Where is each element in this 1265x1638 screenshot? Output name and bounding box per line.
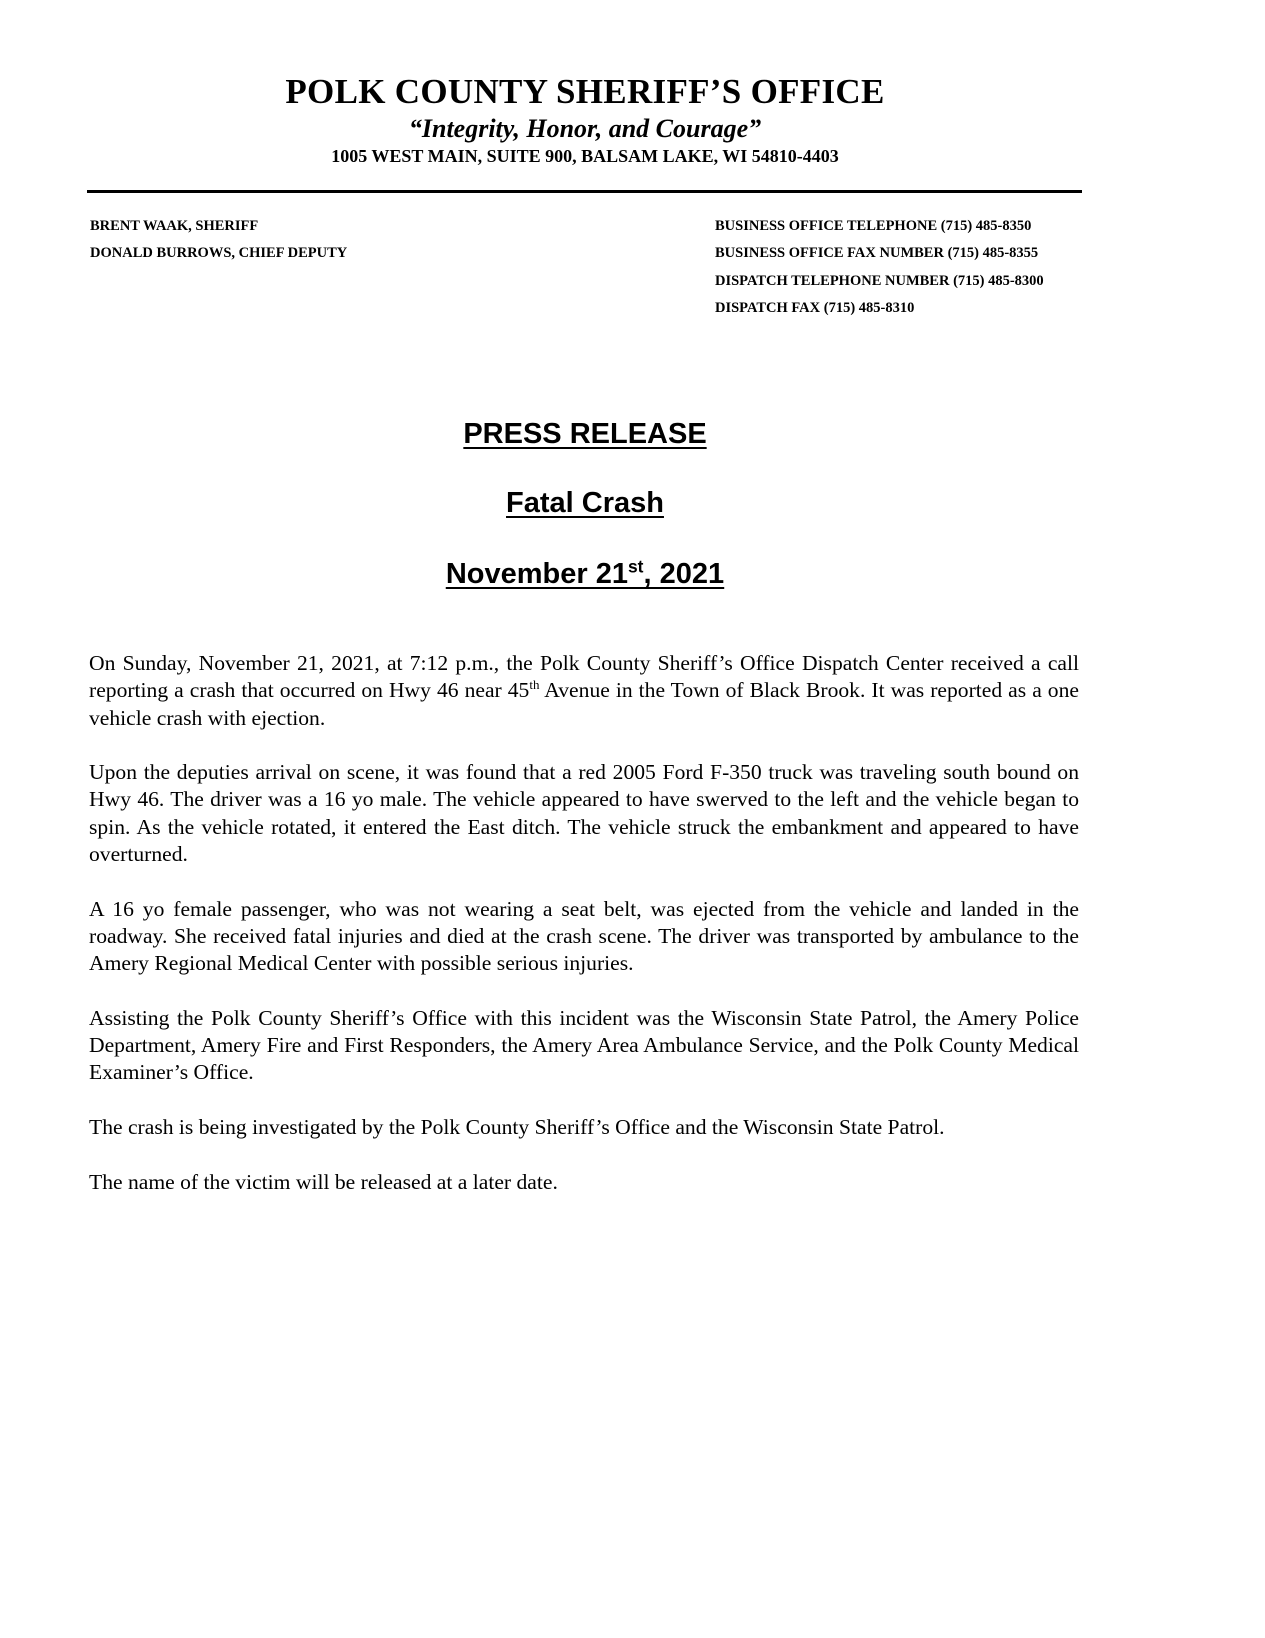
paragraph-5: The crash is being investigated by the Polk County Sheriff’s Office and the Wisconsin State Patrol. <box>89 1115 945 1140</box>
paragraph-3: A 16 yo female passenger, who was not wearing a seat belt, was ejected from the vehicle and landed in the roadway. She received fatal injuries and died at the crash scene. The driver was transported by ambulance to the Amery Regional Medical Center with possible serious injuries. <box>89 896 1079 976</box>
paragraph-2: Upon the deputies arrival on scene, it was found that a red 2005 Ford F-350 truck was traveling south bound on Hwy 46. The driver was a 16 yo male. The vehicle appeared to have swerved to the left and the vehicle began to spin. As the vehicle rotated, it entered the East ditch. The vehicle struck the embankment and appeared to have overturned. <box>89 760 1079 867</box>
contact-business-fax: BUSINESS OFFICE FAX NUMBER (715) 485-8355 <box>715 245 1039 262</box>
ordinal-suffix: th <box>529 677 540 693</box>
header-divider <box>87 190 1082 193</box>
paragraph-1-text: On Sunday, November 21, 2021, at 7:12 p.m., the Polk County Sheriff’s Office Dispatch Center received a call reporting a crash that occurred on Hwy 46 near 45 <box>89 651 1079 703</box>
release-type-heading <box>0 418 1170 451</box>
date-year: , 2021 <box>643 558 725 590</box>
date-suffix: st <box>628 556 644 577</box>
contact-dispatch-phone: DISPATCH TELEPHONE NUMBER (715) 485-8300 <box>715 272 1044 289</box>
office-address: 1005 WEST MAIN, SUITE 900, BALSAM LAKE, WI 54810-4403 <box>331 146 839 166</box>
official-chief-deputy: DONALD BURROWS, CHIEF DEPUTY <box>90 245 348 262</box>
subject-heading <box>0 487 1170 520</box>
date-heading <box>0 558 1170 591</box>
paragraph-1-text-cont: Avenue in the Town of Black Brook. It was reported as a one vehicle crash with ejection. <box>89 678 1079 730</box>
release-type: PRESS RELEASE <box>463 418 707 450</box>
contact-list <box>715 213 1044 322</box>
office-motto: “Integrity, Honor, and Courage” <box>408 114 762 143</box>
release-date <box>446 558 724 590</box>
office-title: POLK COUNTY SHERIFF’S OFFICE <box>285 72 885 111</box>
paragraph-1 <box>89 650 1079 732</box>
officials-list <box>90 213 347 268</box>
official-sheriff: BRENT WAAK, SHERIFF <box>90 218 259 234</box>
contact-dispatch-fax: DISPATCH FAX (715) 485-8310 <box>715 299 915 316</box>
contact-business-phone: BUSINESS OFFICE TELEPHONE (715) 485-8350 <box>715 218 1032 234</box>
release-subject: Fatal Crash <box>506 487 664 519</box>
date-main: November 21 <box>445 558 629 590</box>
paragraph-4: Assisting the Polk County Sheriff’s Office with this incident was the Wisconsin State Patrol, the Amery Police Department, Amery Fire and First Responders, the Amery Area Ambulance Service, and the Polk County Medical Examiner’s Office. <box>89 1005 1079 1085</box>
paragraph-6: The name of the victim will be released at a later date. <box>89 1169 558 1194</box>
release-body <box>89 650 1079 1223</box>
